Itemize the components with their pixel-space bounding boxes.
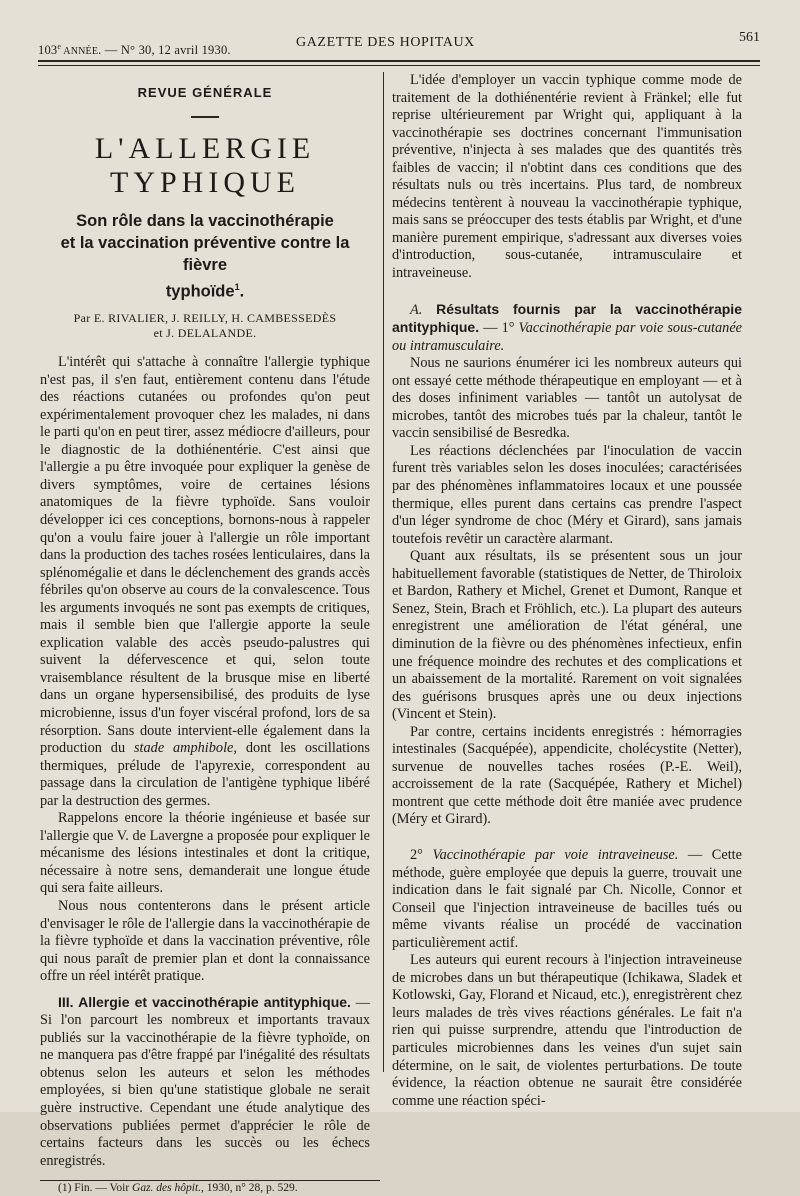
paragraph: Les réactions déclenchées par l'inoculation de vaccin furent très variables selon les doses inoculées; caractérisées par des phénomènes inflammatoires locaux et une poussée thermique, elles purent dans certains cas prendre l'aspect d'un léger syndrome de choc (Méry et Girard), sans jamais toutefois revêtir un caractère alarmant. bbox=[392, 442, 742, 547]
footnote bbox=[40, 1181, 370, 1196]
section-text: — Si l'on parcourt les nombreux et importants travaux publiés sur la vaccinothérapie de la fièvre typhoïde, on ne manquera pas d'être frappé par l'inégalité des résultats obtenus selon les auteurs et selon les méthodes employées, si bien qu'une statistique globale ne serait guère instructive. Cependant une étude analytique des observations publiées permet d'apprécier le rôle de certains facteurs dans les succès ou les échecs enregistrés. bbox=[40, 994, 370, 1169]
section-text: — Cette méthode, guère employée que depuis la guerre, trouvait une indication dans le fait signalé par Ch. Nicolle, Connor et Conseil que l'injection intraveineuse de bacilles tués ou même vivants réalise un procédé de vaccination particulièrement actif. bbox=[392, 846, 742, 951]
paragraph-text: L'intérêt qui s'attache à connaître l'allergie typhique n'est pas, il s'en faut, entièrement contenu dans l'étude des réactions cutanées ou profondes qu'on peut expérimentalement provoquer chez les malades, ni dans le parti qu'on en peut tirer, assez médiocre d'ailleurs, pour le diagnostic de la dothiénentérie. C'est ainsi que l'allergie a pu être invoquée pour expliquer la genèse de divers symptômes, voire de certaines lésions anatomiques de la fièvre typhoïde. Sans vouloir développer ici ces conceptions, bornons-nous à rappeler qu'on a voulu faire jouer à l'allergie un rôle important dans la production des taches rosées lenticulaires, dans la splénomégalie et dans le déclenchement des grands accès fébriles qu'on observe au cours de la convalescence. Tous les arguments invoqués ne sont pas exempts de critiques, mais il semble bien que l'allergie apporte la seule explication valable des accès pseudo-palustres qui suivent la défervescence et qui, selon toute vraisemblance résultent de la brusque mise en liberté dans un organe hypersensibilisé, des produits de lyse microbienne, issus d'un foyer viscéral profond, lors de sa résorption. Sans doute intervient-elle également dans la production du bbox=[40, 354, 370, 757]
footnote-source: Gaz. des hôpit. bbox=[132, 1182, 202, 1195]
section-subheading: Vaccinothérapie par voie intraveineuse. bbox=[432, 846, 679, 863]
right-column bbox=[392, 72, 742, 1110]
footnote-ref: 1 bbox=[234, 281, 240, 292]
paragraph: Les auteurs qui eurent recours à l'injection intraveineuse de microbes dans un but thérapeutique (Ichikawa, Sladek et Kotlowski, Gay, Florand et Nicaud, etc.), enregistrèrent chez leurs malades de très vives réactions générales. Le fait n'a rien qui puisse surprendre, attendu que l'introduction de particules microbiennes dans les veines d'un sujet sain détermine, on le sait, de violentes perturbations. De toute évidence, la réaction obtenue ne saurait être considérée comme une réaction spéci- bbox=[392, 952, 742, 1109]
paragraph: L'idée d'employer un vaccin typhique comme mode de traitement de la dothiénentérie revient à Fränkel; elle fut reprise ultérieurement par Wright qui, appliquant à la vaccinothérapie ses doctrines concernant l'immunisation préventive, n'injecta à ses malades que des quantités très faibles de vaccin; il n'obtint dans ces conditions que des résultats nuls ou très incertains. Plus tard, de nombreux médecins tentèrent à nouveau la vaccinothérapie typhique, mais sans se préoccuper des tests établis par Wright, et d'une manière purement empirique, s'adressant aux diverses voies d'introduction, sous-cutanée, intramusculaire et intraveineuse. bbox=[392, 72, 742, 282]
article-title: L'ALLERGIE TYPHIQUE bbox=[94, 131, 316, 199]
issue-info bbox=[38, 42, 231, 58]
section-paragraph bbox=[40, 994, 370, 1170]
section-paragraph bbox=[392, 847, 742, 952]
article-subtitle bbox=[40, 210, 370, 303]
paragraph-italic: stade amphibole bbox=[133, 740, 234, 757]
column-divider bbox=[383, 72, 384, 1072]
paragraph-text: , dont les oscillations thermiques, prélude de l'apyrexie, correspondent au passage dans la circulation de l'antigène typhique libéré par la destruction des germes. bbox=[40, 740, 370, 809]
section-subheading: Vaccinothérapie par voie sous-cutanée ou intramusculaire. bbox=[392, 320, 743, 354]
issue-annee: ANNÉE bbox=[61, 46, 99, 58]
footnote-text: Fin. — Voir bbox=[71, 1182, 133, 1195]
subtitle-line-3: typhoïde$^1$. bbox=[165, 281, 245, 301]
footnote-mark: (1) bbox=[58, 1182, 72, 1195]
section-heading: III. Allergie et vaccinothérapie antityphique. bbox=[58, 993, 351, 1010]
journal-title: GAZETTE DES HOPITAUX bbox=[296, 35, 475, 50]
section-heading: Résultats fournis par la vaccinothérapie antityphique. bbox=[392, 300, 742, 336]
authors-line-2: et J. DELALANDE. bbox=[153, 326, 257, 341]
paragraph: Rappelons encore la théorie ingénieuse et basée sur l'allergie que V. de Lavergne a proposée pour expliquer le mécanisme des lésions intestinales et dont la critique, nécessaire à notre sens, demanderait une longue étude qui sera faite ailleurs. bbox=[40, 810, 370, 897]
paragraph bbox=[40, 354, 370, 810]
issue-number: 103 bbox=[38, 43, 58, 58]
paragraph: Quant aux résultats, ils se présentent sous un jour habituellement favorable (statistiques de Netter, de Thiroloix et Bardon, Rathery et Michel, Grenet et Dumont, Ranque et Senez, Stein, Brach et Fröhlich, etc.). La plupart des auteurs enregistrent une amélioration de l'état général, une diminution de la fièvre ou des phénomènes infectieux, enfin une fréquence moindre des rechutes et des complications et un abaissement de la mortalité. Rarement on voit signalées des guérisons brusques après une ou deux injections (Vincent et Stein). bbox=[392, 548, 742, 723]
page-header bbox=[38, 30, 760, 62]
left-column bbox=[40, 72, 370, 1196]
authors-line-1: Par E. RIVALIER, J. REILLY, H. CAMBESSEDÈS bbox=[73, 311, 337, 326]
issue-ordinal: e bbox=[57, 42, 62, 51]
paragraph: Nous nous contenterons dans le présent article d'envisager le rôle de l'allergie dans la vaccinothérapie de la fièvre typhoïde et dans la vaccination préventive, rôle qui nous paraît de premier plan et dont la connaissance offre un réel intérêt pratique. bbox=[40, 898, 370, 985]
section-text: — 1° bbox=[479, 320, 519, 337]
paragraph: Par contre, certains incidents enregistrés : hémorragies intestinales (Sacquépée), appendicite, cholécystite (Netter), survenue de nouvelles taches rosées (P.-E. Weil), accroissement de la rate (Sacquépée, Rathery et Michel) montrent que cette méthode doit être maniée avec prudence (Méry et Girard). bbox=[392, 723, 742, 828]
issue-date: . — N° 30, 12 avril 1930. bbox=[98, 43, 231, 58]
footnote-text: , 1930, n° 28, p. 529. bbox=[201, 1182, 298, 1195]
header-rule bbox=[38, 65, 760, 66]
section-letter: A. bbox=[410, 301, 423, 318]
section-number: 2° bbox=[410, 846, 433, 863]
section-paragraph bbox=[392, 301, 742, 356]
rubric: REVUE GÉNÉRALE bbox=[137, 85, 273, 100]
subtitle-line-2: et la vaccination préventive contre la fièvre bbox=[60, 233, 350, 274]
subtitle-line-1: Son rôle dans la vaccinothérapie bbox=[76, 211, 334, 230]
page-number: 561 bbox=[739, 30, 760, 45]
article-authors bbox=[40, 311, 370, 341]
paragraph: Nous ne saurions énumérer ici les nombreux auteurs qui ont essayé cette méthode thérapeutique en employant — et à des doses infiniment variables — tantôt un autolysat de microbes, tantôt des microbes tués par la chaleur, tantôt le vaccin sensibilisé de Besredka. bbox=[392, 355, 742, 442]
subtitle-line-3-text: typhoïde bbox=[165, 282, 235, 301]
title-ornament-rule bbox=[191, 116, 219, 118]
